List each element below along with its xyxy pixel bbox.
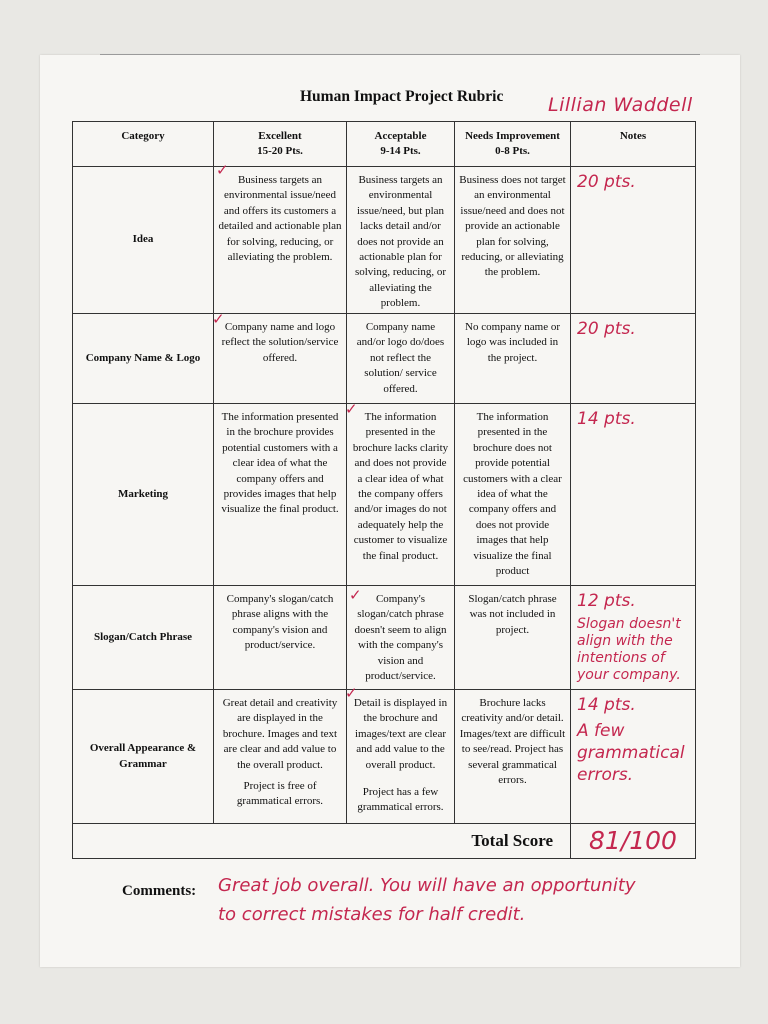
header-category: Category	[73, 122, 214, 167]
table-row	[73, 690, 696, 824]
note-score: 14 pts.	[577, 695, 636, 715]
acceptable-cell: Company name and/or logo do/does not reflect the solution/ service offered.	[347, 314, 455, 404]
checkmark-icon: ✓	[216, 161, 229, 179]
total-row	[73, 824, 696, 859]
excellent-cell: ✓ Company name and logo reflect the solution/service offered.	[214, 314, 347, 404]
excellent-cell: Company's slogan/catch phrase aligns with the company's vision and product/service.	[214, 586, 347, 690]
header-acceptable: Acceptable 9-14 Pts.	[347, 122, 455, 167]
excellent-cell: Great detail and creativity are displayed in the brochure. Images and text are clear and add value to the overall product. Project is free of grammatical errors.	[214, 690, 347, 824]
document-title: Human Impact Project Rubric	[300, 88, 504, 105]
category-cell: Idea	[73, 167, 214, 314]
checkmark-icon: ✓	[212, 310, 225, 328]
header-excellent: Excellent 15-20 Pts.	[214, 122, 347, 167]
needs-improvement-cell: No company name or logo was included in the project.	[455, 314, 571, 404]
table-row	[73, 586, 696, 690]
needs-improvement-cell: Business does not target an environmental issue/need and does not provide an actionable plan for solving, reducing, or alleviating the problem.	[455, 167, 571, 314]
comment-line-1: Great job overall. You will have an opportunity	[218, 875, 636, 896]
note-score: 20 pts.	[577, 319, 636, 339]
acceptable-cell: ✓ Detail is displayed in the brochure and images/text are clear and add value to the overall product. Project has a few grammatical errors.	[347, 690, 455, 824]
notes-cell	[571, 404, 696, 586]
needs-improvement-cell: Brochure lacks creativity and/or detail. Images/text are difficult to see/read. Project has several grammatical errors.	[455, 690, 571, 824]
table-row	[73, 404, 696, 586]
note-score: 14 pts.	[577, 409, 636, 429]
acceptable-cell: Business targets an environmental issue/need, but plan lacks detail and/or does not provide an actionable plan for solving, reducing, or alleviating the problem.	[347, 167, 455, 314]
checkmark-icon: ✓	[345, 684, 358, 702]
comments-label: Comments:	[122, 883, 197, 899]
excellent-cell: ✓ Business targets an environmental issue/need and offers its customers a detailed and actionable plan for solving, reducing, or alleviating the problem.	[214, 167, 347, 314]
comment-line-2: to correct mistakes for half credit.	[218, 904, 526, 925]
notes-cell	[571, 586, 696, 690]
total-label: Total Score	[455, 824, 571, 859]
needs-improvement-cell: Slogan/catch phrase was not included in project.	[455, 586, 571, 690]
table-row	[73, 167, 696, 314]
excellent-cell: The information presented in the brochure provides potential customers with a clear idea of what the company offers and provides images that help visualize the final product.	[214, 404, 347, 586]
scan-edge-line	[100, 54, 700, 55]
category-cell: Slogan/Catch Phrase	[73, 586, 214, 690]
category-cell: Overall Appearance & Grammar	[73, 690, 214, 824]
note-comment: Slogan doesn't align with the intentions of your company.	[577, 616, 681, 683]
note-comment: A few grammatical errors.	[577, 721, 685, 785]
notes-cell	[571, 167, 696, 314]
needs-improvement-cell: The information presented in the brochure does not provide potential customers with a clear idea of what the company offers and does not provide images that help visualize the final product	[455, 404, 571, 586]
notes-cell	[571, 314, 696, 404]
header-needs-improvement: Needs Improvement 0-8 Pts.	[455, 122, 571, 167]
rubric-table	[72, 121, 696, 859]
total-blank	[73, 824, 455, 859]
header-notes: Notes	[571, 122, 696, 167]
category-cell: Company Name & Logo	[73, 314, 214, 404]
category-cell: Marketing	[73, 404, 214, 586]
acceptable-cell: ✓ Company's slogan/catch phrase doesn't seem to align with the company's vision and product/service.	[347, 586, 455, 690]
notes-cell	[571, 690, 696, 824]
table-row	[73, 314, 696, 404]
acceptable-cell: ✓ The information presented in the brochure lacks clarity and does not provide a clear idea of what the company offers and/or images do not adequately help the customer to visualize the final product.	[347, 404, 455, 586]
note-score: 12 pts.	[577, 591, 636, 611]
note-score: 20 pts.	[577, 172, 636, 192]
header-row	[73, 122, 696, 167]
student-name-handwritten: Lillian Waddell	[548, 94, 693, 116]
checkmark-icon: ✓	[345, 400, 358, 418]
checkmark-icon: ✓	[349, 586, 362, 604]
total-score-handwritten: 81/100	[571, 824, 696, 859]
